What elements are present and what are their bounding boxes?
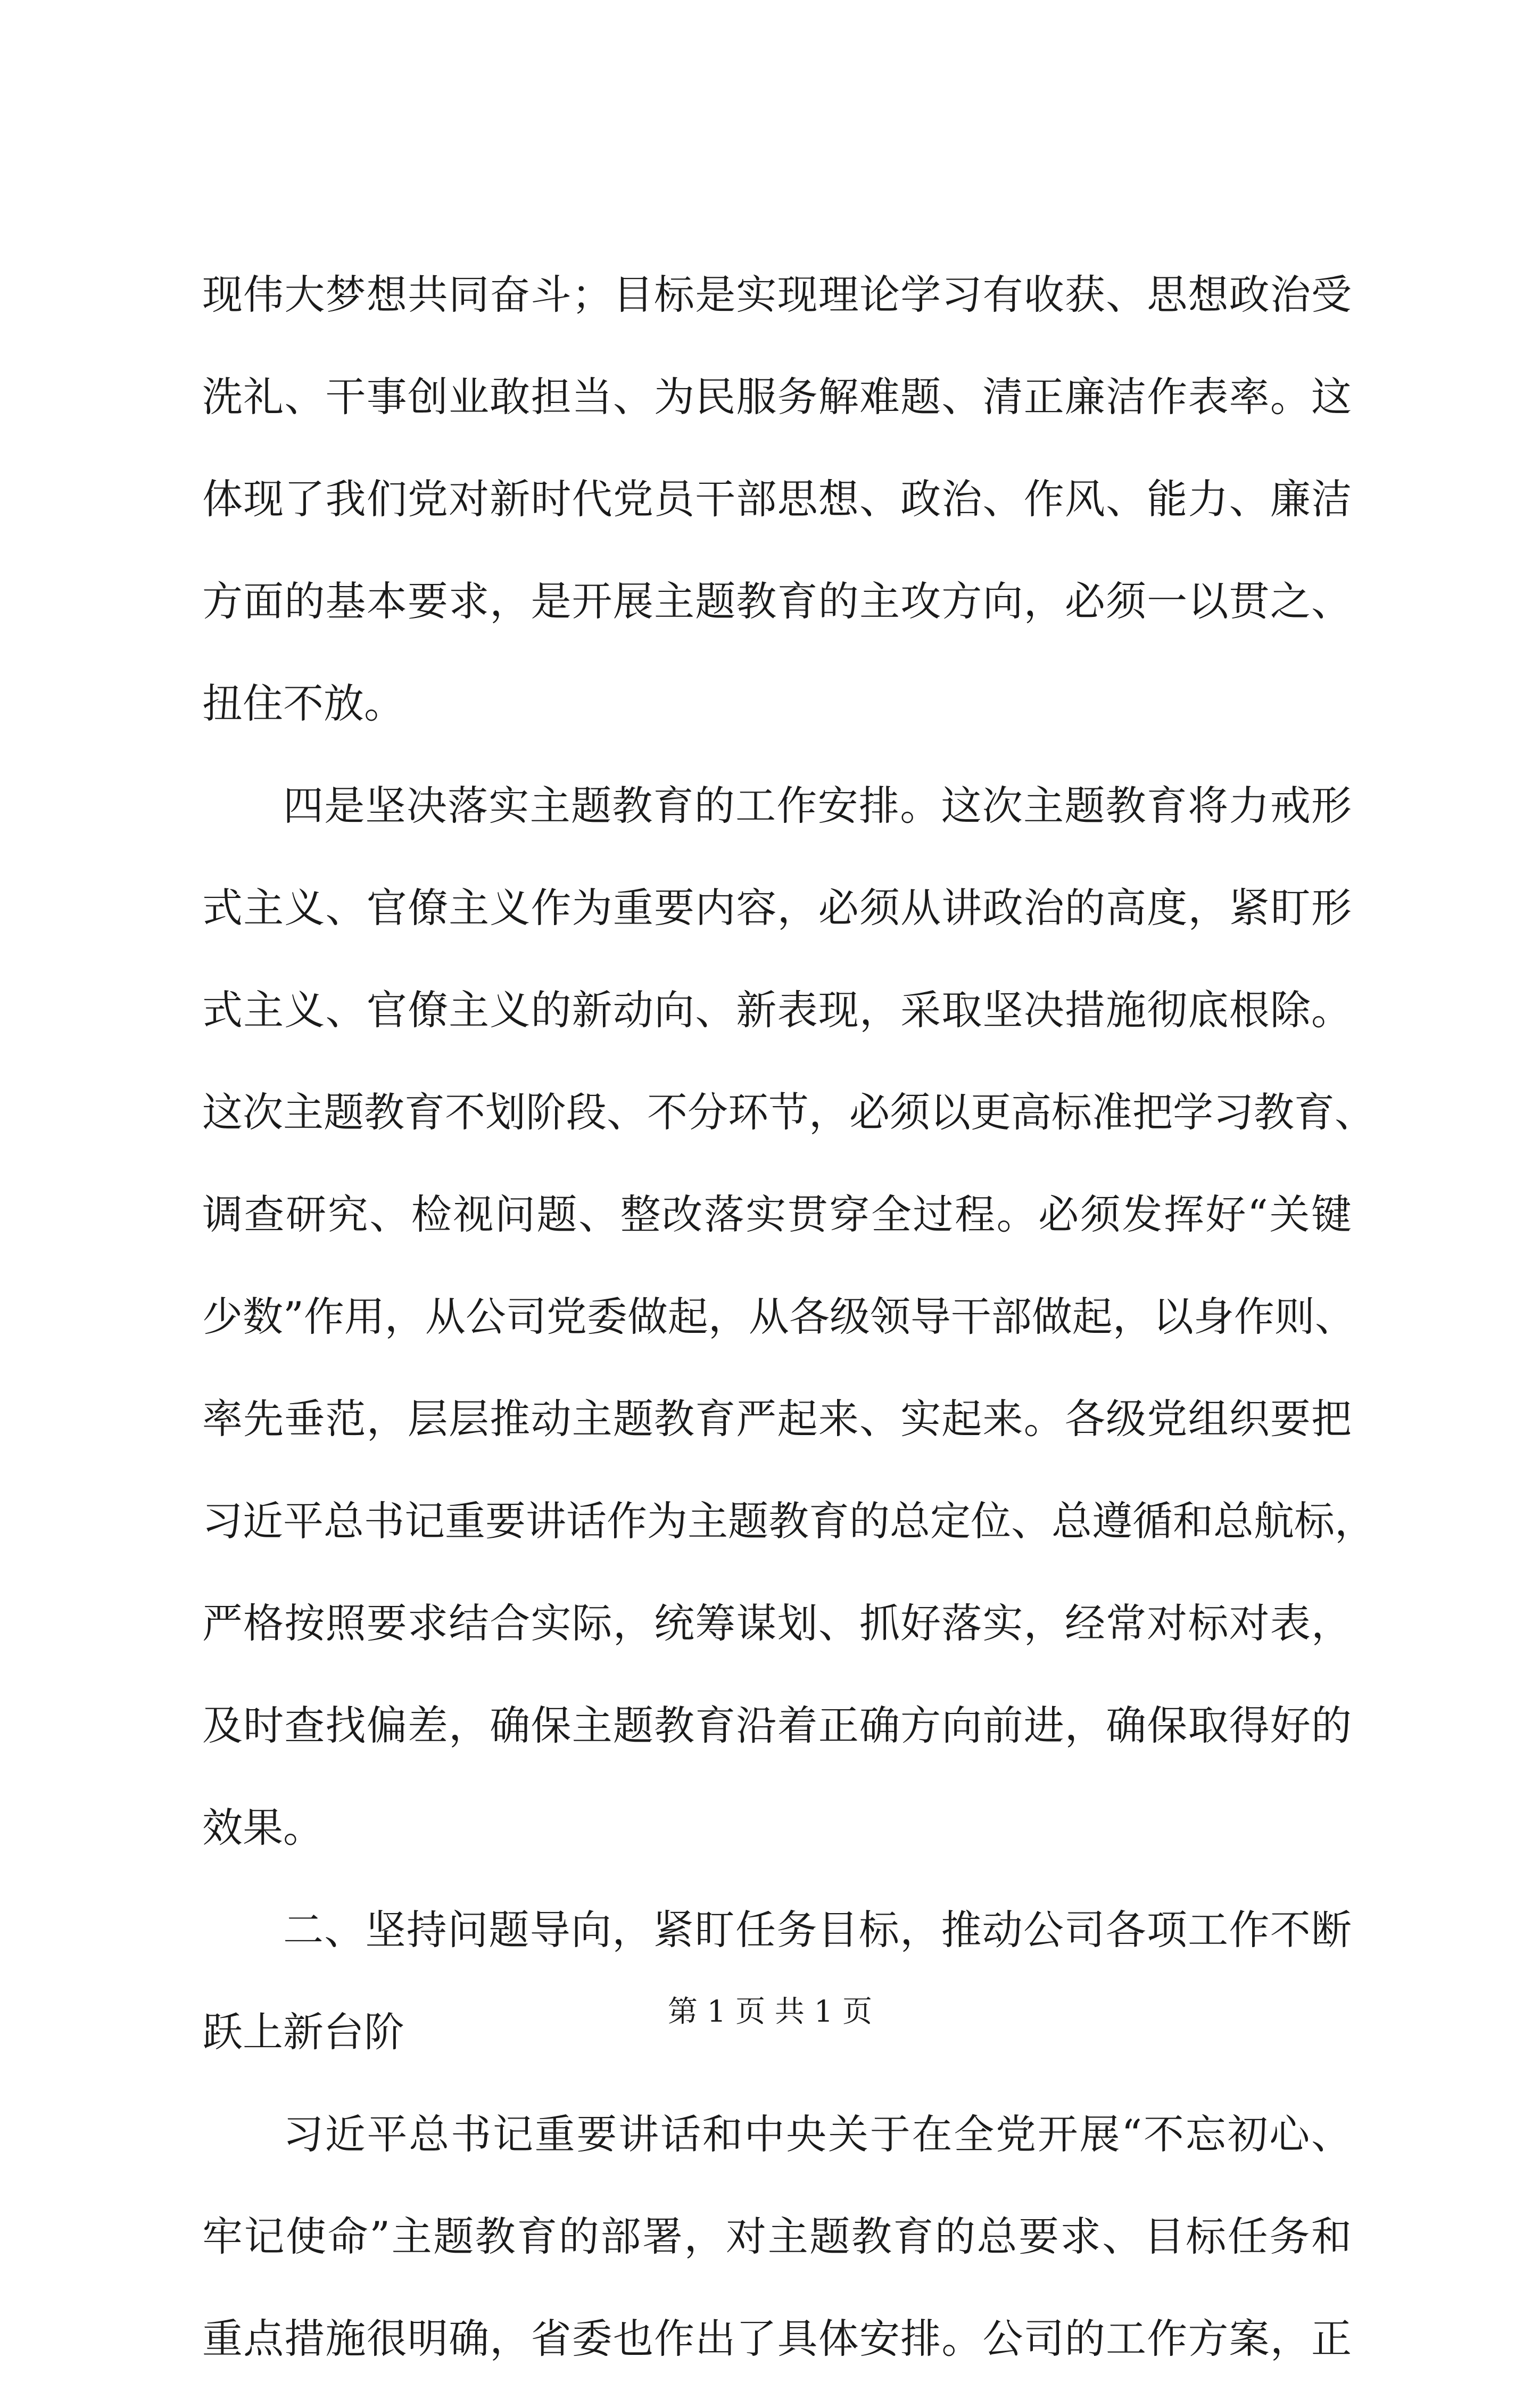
page-number-footer: 第 1 页 共 1 页 bbox=[667, 1995, 873, 2029]
text-line: 洗礼、干事创业敢担当、为民服务解难题、清正廉洁作表率。这 bbox=[202, 373, 1352, 421]
text-line: 式主义、官僚主义作为重要内容，必须从讲政治的高度，紧盯形 bbox=[202, 884, 1352, 932]
text-line: 扭住不放。 bbox=[202, 680, 404, 727]
text-line: 重点措施很明确，省委也作出了具体安排。公司的工作方案，正 bbox=[202, 2315, 1352, 2362]
text-line: 少数”作用，从公司党委做起，从各级领导干部做起，以身作则、 bbox=[202, 1293, 1355, 1340]
text-line: 率先垂范，层层推动主题教育严起来、实起来。各级党组织要把 bbox=[202, 1395, 1352, 1443]
text-line: 习近平总书记重要讲话作为主题教育的总定位、总遵循和总航标， bbox=[202, 1497, 1375, 1545]
text-line: 方面的基本要求，是开展主题教育的主攻方向，必须一以贯之、 bbox=[202, 578, 1352, 625]
section-heading-line: 二、坚持问题导向，紧盯任务目标，推动公司各项工作不断 bbox=[283, 1906, 1352, 1954]
text-line: 式主义、官僚主义的新动向、新表现，采取坚决措施彻底根除。 bbox=[202, 986, 1352, 1034]
text-line: 体现了我们党对新时代党员干部思想、政治、作风、能力、廉洁 bbox=[202, 475, 1352, 523]
text-line: 及时查找偏差，确保主题教育沿着正确方向前进，确保取得好的 bbox=[202, 1702, 1352, 1749]
paragraph-start-line: 四是坚决落实主题教育的工作安排。这次主题教育将力戒形 bbox=[283, 782, 1352, 829]
text-line: 严格按照要求结合实际，统筹谋划、抓好落实，经常对标对表， bbox=[202, 1600, 1352, 1647]
text-line: 现伟大梦想共同奋斗；目标是实现理论学习有收获、思想政治受 bbox=[202, 271, 1352, 318]
paragraph-start-line: 习近平总书记重要讲话和中央关于在全党开展“不忘初心、 bbox=[283, 2111, 1352, 2158]
text-line: 效果。 bbox=[202, 1804, 324, 1851]
section-heading-line: 跃上新台阶 bbox=[202, 2008, 404, 2056]
text-line: 牢记使命”主题教育的部署，对主题教育的总要求、目标任务和 bbox=[202, 2213, 1352, 2260]
text-line: 调查研究、检视问题、整改落实贯穿全过程。必须发挥好“关键 bbox=[202, 1191, 1352, 1238]
document-body bbox=[202, 244, 1375, 2390]
text-line: 这次主题教育不划阶段、不分环节，必须以更高标准把学习教育、 bbox=[202, 1089, 1375, 1136]
